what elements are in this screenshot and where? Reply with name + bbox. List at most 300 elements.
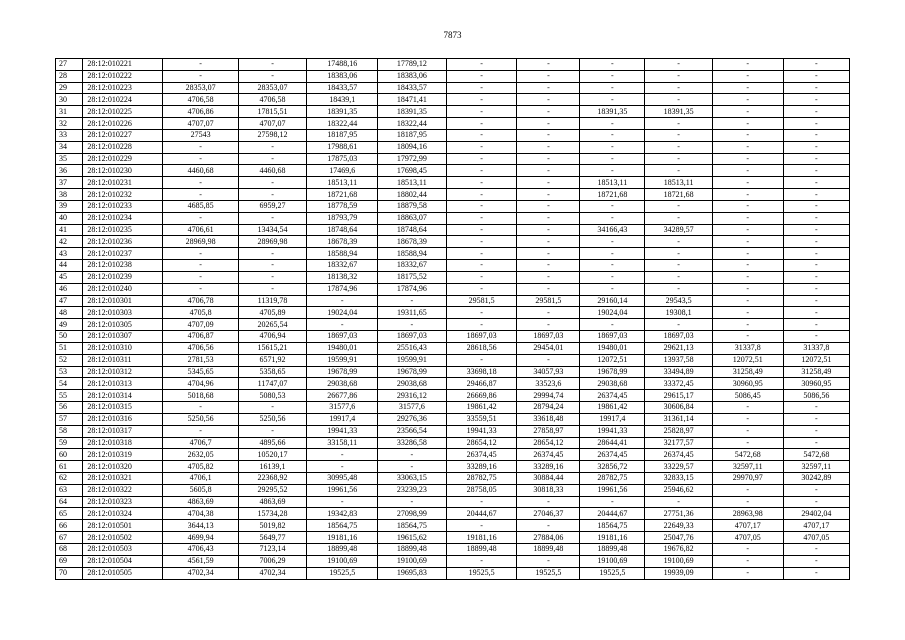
value-cell: - xyxy=(580,260,645,272)
value-cell: - xyxy=(580,141,645,153)
value-cell: 31337,8 xyxy=(783,342,849,354)
value-cell: - xyxy=(712,200,783,212)
value-cell: - xyxy=(517,236,580,248)
value-cell: 19861,42 xyxy=(580,402,645,414)
value-cell: 28353,07 xyxy=(238,82,307,94)
table-row xyxy=(56,378,850,390)
value-cell: - xyxy=(783,153,849,165)
value-cell: 19480,01 xyxy=(307,342,378,354)
value-cell: 27598,12 xyxy=(238,129,307,141)
value-cell: 30606,84 xyxy=(645,402,712,414)
value-cell: 4706,87 xyxy=(163,331,238,343)
value-cell: 19525,5 xyxy=(580,567,645,579)
table-row xyxy=(56,283,850,295)
value-cell: - xyxy=(783,283,849,295)
value-cell: 19678,99 xyxy=(307,366,378,378)
value-cell: 4705,8 xyxy=(163,307,238,319)
value-cell: - xyxy=(712,555,783,567)
value-cell: - xyxy=(783,331,849,343)
value-cell: - xyxy=(446,129,517,141)
value-cell: 18332,67 xyxy=(307,260,378,272)
value-cell: 33494,89 xyxy=(645,366,712,378)
value-cell: - xyxy=(238,248,307,260)
value-cell: - xyxy=(580,59,645,71)
value-cell: 19024,04 xyxy=(580,307,645,319)
cadastral-code-cell: 28:12:010320 xyxy=(83,461,163,473)
value-cell: - xyxy=(446,520,517,532)
cadastral-code-cell: 28:12:010310 xyxy=(83,342,163,354)
value-cell: 18439,1 xyxy=(307,94,378,106)
value-cell: 22368,92 xyxy=(238,472,307,484)
value-cell: 18471,41 xyxy=(378,94,447,106)
row-number-cell: 70 xyxy=(56,567,83,579)
value-cell: - xyxy=(517,141,580,153)
value-cell: - xyxy=(517,118,580,130)
value-cell: 3644,13 xyxy=(163,520,238,532)
value-cell: - xyxy=(712,236,783,248)
value-cell: 18721,68 xyxy=(580,189,645,201)
value-cell: 18678,39 xyxy=(307,236,378,248)
value-cell: 33559,51 xyxy=(446,413,517,425)
value-cell: 32597,11 xyxy=(712,461,783,473)
value-cell: 17789,12 xyxy=(378,59,447,71)
value-cell: 18899,48 xyxy=(580,543,645,555)
value-cell: 26374,45 xyxy=(517,449,580,461)
table-row xyxy=(56,236,850,248)
value-cell: - xyxy=(307,496,378,508)
value-cell: - xyxy=(712,295,783,307)
value-cell: 18721,68 xyxy=(307,189,378,201)
value-cell: 5019,82 xyxy=(238,520,307,532)
value-cell: 2781,53 xyxy=(163,354,238,366)
value-cell: - xyxy=(712,94,783,106)
value-cell: 29160,14 xyxy=(580,295,645,307)
value-cell: - xyxy=(517,106,580,118)
value-cell: - xyxy=(580,82,645,94)
row-number-cell: 63 xyxy=(56,484,83,496)
cadastral-code-cell: 28:12:010227 xyxy=(83,129,163,141)
value-cell: - xyxy=(783,543,849,555)
table-row xyxy=(56,307,850,319)
value-cell: 18697,03 xyxy=(307,331,378,343)
value-cell: - xyxy=(645,141,712,153)
row-number-cell: 49 xyxy=(56,319,83,331)
row-number-cell: 66 xyxy=(56,520,83,532)
cadastral-code-cell: 28:12:010502 xyxy=(83,532,163,544)
value-cell: 4460,68 xyxy=(163,165,238,177)
row-number-cell: 43 xyxy=(56,248,83,260)
cadastral-code-cell: 28:12:010314 xyxy=(83,390,163,402)
table-row xyxy=(56,141,850,153)
value-cell: 5358,65 xyxy=(238,366,307,378)
table-row xyxy=(56,555,850,567)
value-cell: - xyxy=(446,260,517,272)
value-cell: 13434,54 xyxy=(238,224,307,236)
row-number-cell: 29 xyxy=(56,82,83,94)
value-cell: - xyxy=(712,413,783,425)
value-cell: 5250,56 xyxy=(238,413,307,425)
value-cell: - xyxy=(645,283,712,295)
row-number-cell: 28 xyxy=(56,70,83,82)
value-cell: - xyxy=(712,271,783,283)
value-cell: - xyxy=(446,319,517,331)
value-cell: 4707,07 xyxy=(238,118,307,130)
value-cell: 19181,16 xyxy=(580,532,645,544)
value-cell: 18433,57 xyxy=(307,82,378,94)
value-cell: 18138,32 xyxy=(307,271,378,283)
value-cell: - xyxy=(712,331,783,343)
value-cell: 26374,45 xyxy=(580,390,645,402)
value-cell: 31258,49 xyxy=(783,366,849,378)
value-cell: - xyxy=(712,106,783,118)
value-cell: 18778,59 xyxy=(307,200,378,212)
value-cell: 4863,69 xyxy=(238,496,307,508)
cadastral-code-cell: 28:12:010504 xyxy=(83,555,163,567)
value-cell: 18899,48 xyxy=(378,543,447,555)
row-number-cell: 60 xyxy=(56,449,83,461)
value-cell: 4895,66 xyxy=(238,437,307,449)
value-cell: - xyxy=(712,189,783,201)
value-cell: - xyxy=(517,496,580,508)
value-cell: 7006,29 xyxy=(238,555,307,567)
value-cell: - xyxy=(446,224,517,236)
value-cell: - xyxy=(580,129,645,141)
cadastral-code-cell: 28:12:010229 xyxy=(83,153,163,165)
table-body xyxy=(56,59,850,580)
row-number-cell: 33 xyxy=(56,129,83,141)
value-cell: - xyxy=(163,141,238,153)
row-number-cell: 62 xyxy=(56,472,83,484)
row-number-cell: 35 xyxy=(56,153,83,165)
value-cell: - xyxy=(645,82,712,94)
value-cell: 4863,69 xyxy=(163,496,238,508)
cadastral-code-cell: 28:12:010236 xyxy=(83,236,163,248)
value-cell: - xyxy=(712,484,783,496)
value-cell: - xyxy=(446,141,517,153)
value-cell: 12072,51 xyxy=(783,354,849,366)
value-cell: 5605,8 xyxy=(163,484,238,496)
value-cell: 4706,43 xyxy=(163,543,238,555)
value-cell: 30818,33 xyxy=(517,484,580,496)
value-cell: - xyxy=(446,271,517,283)
value-cell: 28969,98 xyxy=(163,236,238,248)
value-cell: - xyxy=(783,177,849,189)
cadastral-code-cell: 28:12:010303 xyxy=(83,307,163,319)
value-cell: 18433,57 xyxy=(378,82,447,94)
value-cell: 5472,68 xyxy=(712,449,783,461)
value-cell: - xyxy=(307,449,378,461)
value-cell: - xyxy=(783,484,849,496)
row-number-cell: 37 xyxy=(56,177,83,189)
value-cell: - xyxy=(446,248,517,260)
value-cell: 18588,94 xyxy=(307,248,378,260)
table-row xyxy=(56,331,850,343)
value-cell: - xyxy=(645,200,712,212)
value-cell: 18802,44 xyxy=(378,189,447,201)
value-cell: 18094,16 xyxy=(378,141,447,153)
value-cell: 31337,8 xyxy=(712,342,783,354)
cadastral-code-cell: 28:12:010317 xyxy=(83,425,163,437)
value-cell: 27098,99 xyxy=(378,508,447,520)
table-row xyxy=(56,153,850,165)
value-cell: 19861,42 xyxy=(446,402,517,414)
value-cell: 4561,59 xyxy=(163,555,238,567)
value-cell: 18697,03 xyxy=(517,331,580,343)
table-row xyxy=(56,449,850,461)
value-cell: - xyxy=(517,153,580,165)
value-cell: 29994,74 xyxy=(517,390,580,402)
value-cell: - xyxy=(580,165,645,177)
value-cell: 19615,62 xyxy=(378,532,447,544)
value-cell: - xyxy=(783,59,849,71)
value-cell: 25828,97 xyxy=(645,425,712,437)
value-cell: 26669,86 xyxy=(446,390,517,402)
value-cell: 33286,58 xyxy=(378,437,447,449)
value-cell: 29581,5 xyxy=(517,295,580,307)
value-cell: 18322,44 xyxy=(307,118,378,130)
value-cell: - xyxy=(645,94,712,106)
row-number-cell: 31 xyxy=(56,106,83,118)
value-cell: - xyxy=(238,153,307,165)
value-cell: - xyxy=(712,260,783,272)
row-number-cell: 46 xyxy=(56,283,83,295)
value-cell: - xyxy=(446,212,517,224)
value-cell: - xyxy=(517,94,580,106)
value-cell: 4706,86 xyxy=(163,106,238,118)
value-cell: 17874,96 xyxy=(307,283,378,295)
cadastral-code-cell: 28:12:010240 xyxy=(83,283,163,295)
value-cell: - xyxy=(712,59,783,71)
value-cell: 18697,03 xyxy=(645,331,712,343)
value-cell: 6571,92 xyxy=(238,354,307,366)
cadastral-code-cell: 28:12:010230 xyxy=(83,165,163,177)
value-cell: 22649,33 xyxy=(645,520,712,532)
row-number-cell: 48 xyxy=(56,307,83,319)
value-cell: 18564,75 xyxy=(378,520,447,532)
cadastral-code-cell: 28:12:010228 xyxy=(83,141,163,153)
value-cell: 11747,07 xyxy=(238,378,307,390)
value-cell: - xyxy=(446,59,517,71)
value-cell: - xyxy=(446,82,517,94)
table-row xyxy=(56,94,850,106)
value-cell: 19100,69 xyxy=(645,555,712,567)
value-cell: - xyxy=(645,70,712,82)
row-number-cell: 50 xyxy=(56,331,83,343)
value-cell: 18879,58 xyxy=(378,200,447,212)
value-cell: 31361,14 xyxy=(645,413,712,425)
value-cell: 12072,51 xyxy=(580,354,645,366)
value-cell: 4706,7 xyxy=(163,437,238,449)
value-cell: - xyxy=(517,200,580,212)
table-row xyxy=(56,224,850,236)
value-cell: 28654,12 xyxy=(517,437,580,449)
value-cell: 4707,05 xyxy=(783,532,849,544)
value-cell: 19525,5 xyxy=(517,567,580,579)
value-cell: - xyxy=(645,319,712,331)
value-cell: 30960,95 xyxy=(783,378,849,390)
cadastral-code-cell: 28:12:010225 xyxy=(83,106,163,118)
row-number-cell: 57 xyxy=(56,413,83,425)
value-cell: - xyxy=(517,212,580,224)
value-cell: - xyxy=(378,449,447,461)
value-cell: - xyxy=(517,283,580,295)
row-number-cell: 32 xyxy=(56,118,83,130)
row-number-cell: 53 xyxy=(56,366,83,378)
value-cell: 4704,38 xyxy=(163,508,238,520)
value-cell: 19181,16 xyxy=(446,532,517,544)
value-cell: - xyxy=(712,248,783,260)
table-row xyxy=(56,260,850,272)
value-cell: - xyxy=(163,260,238,272)
table-row xyxy=(56,319,850,331)
value-cell: - xyxy=(783,82,849,94)
value-cell: - xyxy=(517,354,580,366)
table-row xyxy=(56,402,850,414)
value-cell: - xyxy=(645,248,712,260)
value-cell: - xyxy=(645,496,712,508)
value-cell: 18899,48 xyxy=(307,543,378,555)
value-cell: 4707,05 xyxy=(712,532,783,544)
value-cell: 29038,68 xyxy=(378,378,447,390)
table-row xyxy=(56,437,850,449)
value-cell: - xyxy=(378,461,447,473)
value-cell: - xyxy=(783,307,849,319)
value-cell: - xyxy=(712,153,783,165)
value-cell: 33289,16 xyxy=(446,461,517,473)
value-cell: 28969,98 xyxy=(238,236,307,248)
value-cell: - xyxy=(446,354,517,366)
value-cell: 27884,06 xyxy=(517,532,580,544)
value-cell: - xyxy=(783,212,849,224)
value-cell: 5080,53 xyxy=(238,390,307,402)
value-cell: - xyxy=(580,319,645,331)
value-cell: 19100,69 xyxy=(307,555,378,567)
value-cell: - xyxy=(712,70,783,82)
value-cell: 31577,6 xyxy=(307,402,378,414)
value-cell: - xyxy=(238,189,307,201)
value-cell: 23239,23 xyxy=(378,484,447,496)
value-cell: - xyxy=(712,283,783,295)
table-row xyxy=(56,342,850,354)
table-row xyxy=(56,177,850,189)
value-cell: 29621,13 xyxy=(645,342,712,354)
cadastral-code-cell: 28:12:010323 xyxy=(83,496,163,508)
table-row xyxy=(56,189,850,201)
value-cell: - xyxy=(580,236,645,248)
value-cell: 19676,82 xyxy=(645,543,712,555)
value-cell: - xyxy=(783,425,849,437)
value-cell: 4706,94 xyxy=(238,331,307,343)
value-cell: 17469,6 xyxy=(307,165,378,177)
value-cell: - xyxy=(712,212,783,224)
value-cell: 29466,87 xyxy=(446,378,517,390)
table-row xyxy=(56,508,850,520)
row-number-cell: 55 xyxy=(56,390,83,402)
cadastral-code-cell: 28:12:010232 xyxy=(83,189,163,201)
value-cell: 34166,43 xyxy=(580,224,645,236)
table-row xyxy=(56,82,850,94)
table-row xyxy=(56,212,850,224)
value-cell: - xyxy=(238,260,307,272)
value-cell: 25047,76 xyxy=(645,532,712,544)
value-cell: 18748,64 xyxy=(378,224,447,236)
table-row xyxy=(56,520,850,532)
cadastral-code-cell: 28:12:010222 xyxy=(83,70,163,82)
value-cell: 15615,21 xyxy=(238,342,307,354)
value-cell: 29038,68 xyxy=(307,378,378,390)
value-cell: 17698,45 xyxy=(378,165,447,177)
value-cell: 19678,99 xyxy=(580,366,645,378)
value-cell: 5250,56 xyxy=(163,413,238,425)
cadastral-code-cell: 28:12:010316 xyxy=(83,413,163,425)
value-cell: 28644,41 xyxy=(580,437,645,449)
value-cell: - xyxy=(163,248,238,260)
value-cell: 4702,34 xyxy=(163,567,238,579)
cadastral-code-cell: 28:12:010235 xyxy=(83,224,163,236)
value-cell: - xyxy=(517,70,580,82)
value-cell: 33523,6 xyxy=(517,378,580,390)
value-cell: 26374,45 xyxy=(446,449,517,461)
value-cell: 33063,15 xyxy=(378,472,447,484)
value-cell: 4707,09 xyxy=(163,319,238,331)
value-cell: - xyxy=(580,496,645,508)
value-cell: 19100,69 xyxy=(378,555,447,567)
value-cell: 29295,52 xyxy=(238,484,307,496)
value-cell: 4705,82 xyxy=(163,461,238,473)
value-cell: 28963,98 xyxy=(712,508,783,520)
table-row xyxy=(56,413,850,425)
value-cell: - xyxy=(783,70,849,82)
value-cell: 32833,15 xyxy=(645,472,712,484)
row-number-cell: 58 xyxy=(56,425,83,437)
row-number-cell: 42 xyxy=(56,236,83,248)
value-cell: - xyxy=(645,59,712,71)
value-cell: 17988,61 xyxy=(307,141,378,153)
value-cell: - xyxy=(307,319,378,331)
value-cell: - xyxy=(517,82,580,94)
value-cell: 19181,16 xyxy=(307,532,378,544)
cadastral-code-cell: 28:12:010312 xyxy=(83,366,163,378)
value-cell: - xyxy=(783,437,849,449)
value-cell: - xyxy=(783,129,849,141)
cadastral-value-table xyxy=(55,58,850,580)
value-cell: 4706,58 xyxy=(238,94,307,106)
value-cell: 19311,65 xyxy=(378,307,447,319)
value-cell: - xyxy=(645,153,712,165)
value-cell: 29402,04 xyxy=(783,508,849,520)
table-row xyxy=(56,248,850,260)
value-cell: - xyxy=(645,271,712,283)
table-row xyxy=(56,59,850,71)
table-row xyxy=(56,200,850,212)
value-cell: - xyxy=(163,271,238,283)
value-cell: 34057,93 xyxy=(517,366,580,378)
value-cell: 33229,57 xyxy=(645,461,712,473)
row-number-cell: 30 xyxy=(56,94,83,106)
value-cell: 19695,83 xyxy=(378,567,447,579)
row-number-cell: 38 xyxy=(56,189,83,201)
cadastral-code-cell: 28:12:010311 xyxy=(83,354,163,366)
value-cell: - xyxy=(238,70,307,82)
value-cell: 29543,5 xyxy=(645,295,712,307)
value-cell: 32177,57 xyxy=(645,437,712,449)
value-cell: - xyxy=(783,118,849,130)
value-cell: 18513,11 xyxy=(645,177,712,189)
cadastral-code-cell: 28:12:010223 xyxy=(83,82,163,94)
value-cell: 17488,16 xyxy=(307,59,378,71)
cadastral-code-cell: 28:12:010226 xyxy=(83,118,163,130)
value-cell: - xyxy=(712,141,783,153)
